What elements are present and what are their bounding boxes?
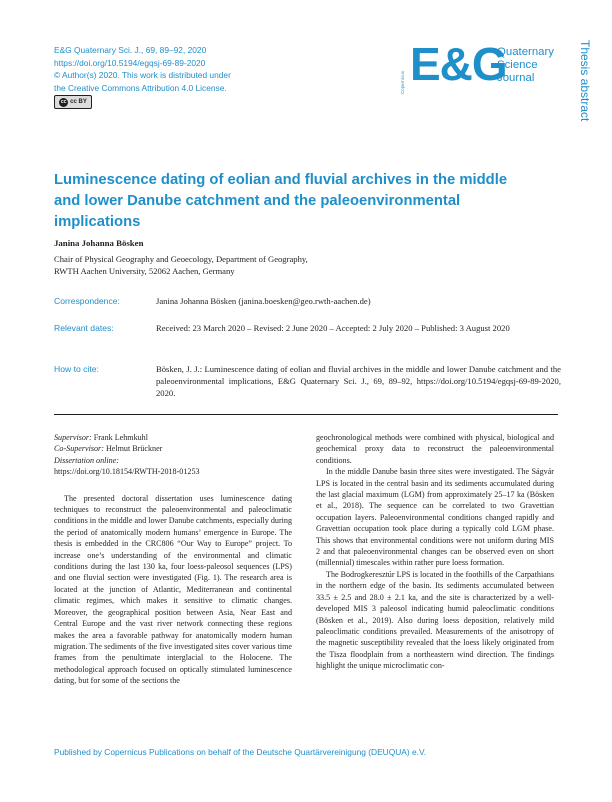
journal-name-line: Journal: [497, 71, 535, 84]
dissertation-link[interactable]: https://doi.org/10.18154/RWTH-2018-01253: [54, 467, 200, 477]
journal-name-line: Quaternary: [497, 46, 554, 58]
supervisor-label: Supervisor:: [54, 433, 92, 442]
body-paragraph: In the middle Danube basin three sites were investigated. The Ságvár LPS is located in the central basin and its sediments accumulated during the last glacial maximum (LGM) from approximately 25–17 ka (Bösken et al., 2018). The sequence can be correlated to two Gravettian occupation layers. Paleoenvironmental conditions changed rapidly and Gravettian occupation took place during a typically cold LGM phase. This shows that environmental conditions were not uniform during MIS 2 and that paleoenvironmental changes can be observed even on short (millennial) timescales within rather pure loess formation.: [316, 467, 554, 568]
section-divider: [54, 414, 558, 415]
supervisor-line: [54, 432, 292, 443]
affiliation-line: RWTH Aachen University, 52062 Aachen, Germany: [54, 265, 235, 276]
correspondence-value[interactable]: Janina Johanna Bösken (janina.boesken@geo.rwth-aachen.de): [156, 296, 371, 306]
article-type-label: Thesis abstract: [578, 40, 592, 122]
spacer: [54, 478, 292, 493]
supervisor-name: Frank Lehmkuhl: [93, 433, 148, 442]
publisher-logo-text: Copernicus: [400, 70, 405, 94]
how-to-cite-label: How to cite:: [54, 364, 99, 374]
journal-logo: E&G: [410, 38, 507, 90]
affiliation: [54, 254, 308, 277]
journal-name-line: Science: [497, 58, 538, 71]
thesis-credits: [54, 432, 292, 478]
body-column-right: [316, 432, 554, 672]
body-paragraph: The presented doctoral dissertation uses luminescence dating techniques to reconstruct the paleoenvironmental and paleoclimatic conditions in the middle and lower Danube catchments, especially during the period of anatomically modern humans’ emergence in Europe. The thesis is embedded in the CRC806 “Our Way to Europe” project. To increase one’s understanding of the environmental and climatic conditions during the last 130 ka, four loess-paleosol sequences (LPS) and one fluvial section were investigated (Fig. 1). The research area is located at the junction of Atlantic, Mediterranean and continental climatic regimes, which makes it sensitive to climatic changes. Moreover, the geographical position between Asia, Near East and Central Europe and the vast river network connecting these regions makes the area a favorable pathway for anatomically modern human migration. The sediments of the five investigated sites cover various time frames from the penultimate interglacial to the Holocene. The methodological approach focused on optically stimulated luminescence dating, but for some of the sections the: [54, 493, 292, 686]
correspondence-label: Correspondence:: [54, 296, 120, 306]
doi-link[interactable]: https://doi.org/10.5194/egqsj-69-89-2020: [54, 57, 206, 68]
publisher-footer: Published by Copernicus Publications on behalf of the Deutsche Quartärvereinigung (DEUQUA) e.V.: [54, 747, 427, 757]
cosupervisor-name: Helmut Brückner: [105, 444, 163, 454]
dissertation-label: [54, 455, 292, 466]
author-name: Janina Johanna Bösken: [54, 238, 144, 248]
cc-icon: cc: [60, 98, 67, 105]
affiliation-line: Chair of Physical Geography and Geoecology, Department of Geography,: [54, 254, 308, 264]
how-to-cite-value: Bösken, J. J.: Luminescence dating of eolian and fluvial archives in the middle and lower Danube catchment and the paleoenvironmental implications, E&G Quaternary Sci. J., 69, 89–92, https://doi.org/10.5194/egqsj-69-89-2020, 2020.: [156, 364, 561, 398]
dissertation-label-text: Dissertation online:: [54, 455, 119, 465]
article-title: Luminescence dating of eolian and fluvial archives in the middle and lower Danube catchment and the paleoenvironmental implications: [54, 172, 508, 230]
citation-header: [54, 44, 231, 94]
dates-label: Relevant dates:: [54, 323, 114, 333]
body-paragraph: geochronological methods were combined with physical, biological and geochemical proxy data to reconstruct the paleoenvironmental conditions.: [316, 433, 554, 465]
license-line: the Creative Commons Attribution 4.0 License.: [54, 82, 227, 93]
dates-value: Received: 23 March 2020 – Revised: 2 June 2020 – Accepted: 2 July 2020 – Published: 3 August 2020: [156, 323, 510, 333]
cc-license-badge[interactable]: [54, 95, 92, 109]
cosupervisor-label: Co-Supervisor:: [54, 444, 104, 454]
copyright-line: © Author(s) 2020. This work is distributed under: [54, 70, 231, 81]
cc-badge-label: cc BY: [70, 99, 87, 105]
body-column-left: [54, 432, 292, 687]
journal-citation: E&G Quaternary Sci. J., 69, 89–92, 2020: [54, 45, 207, 55]
body-paragraph: The Bodrogkeresztúr LPS is located in the foothills of the Carpathians in the northern edge of the basin. Its sediments accumulated between 33.5 ± 2.5 and 28.0 ± 2.1 ka, and the site is characterized by a well-developed MIS 3 paleosol indicating humid paleoclimatic conditions (Bösken et al., 2019). Also during loess deposition, relatively mild paleoclimatic conditions prevailed. Measurements of the anisotropy of the magnetic susceptibility revealed that the loess likely originated from the Tisza floodplain from a northeastern wind direction. The findings highlight the unique microclimatic con-: [316, 569, 554, 671]
cosupervisor-line: [54, 443, 292, 454]
journal-name: [497, 46, 554, 84]
